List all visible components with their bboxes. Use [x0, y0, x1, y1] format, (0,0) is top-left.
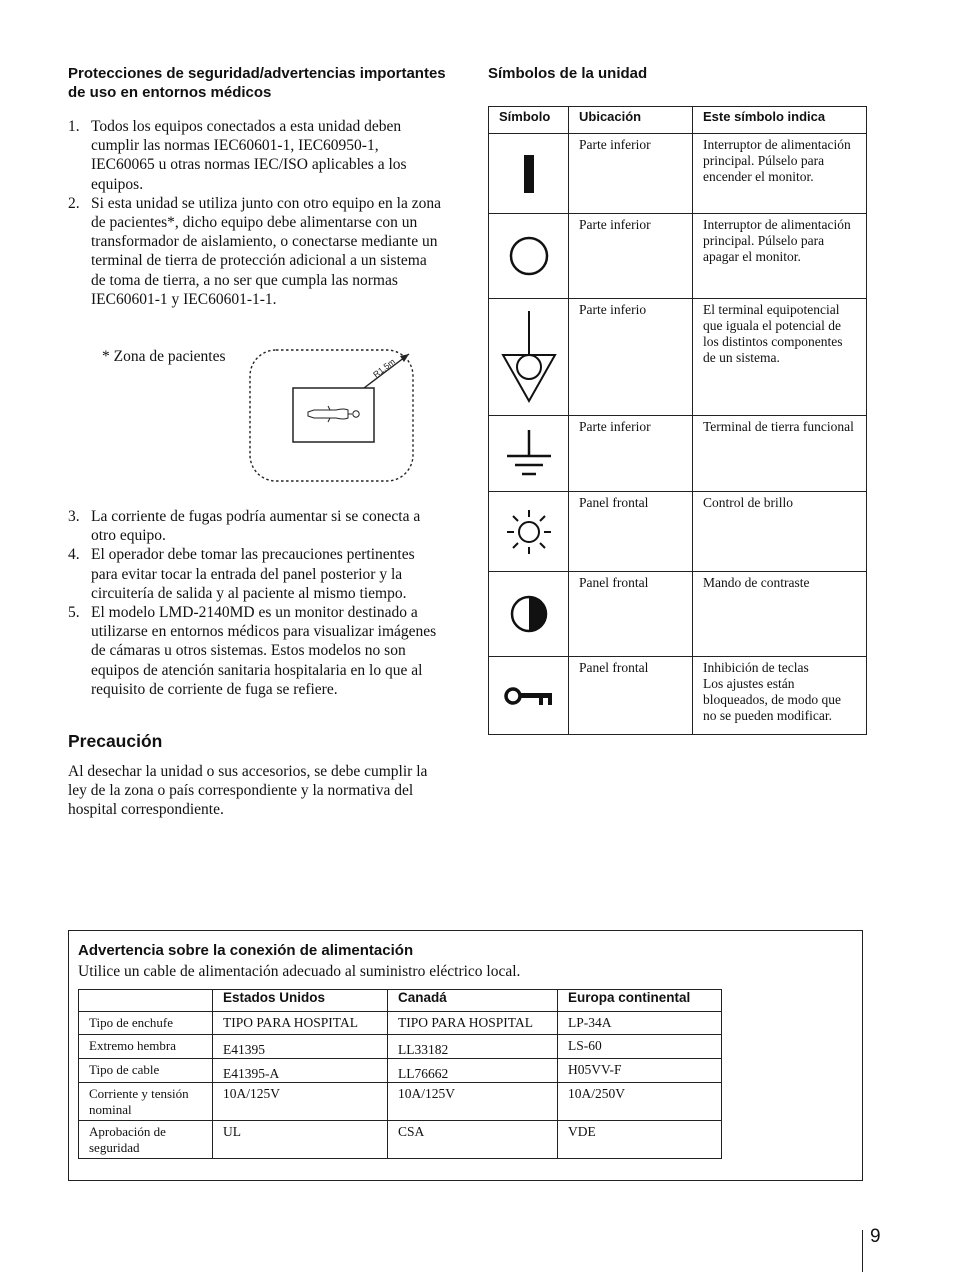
table-header-row — [489, 107, 867, 134]
safety-heading: Protecciones de seguridad/advertencias importantes de uso en entornos médicos — [68, 65, 446, 101]
table-row: Parte inferior Interruptor de alimentación principal. Púlselo para encender el monitor. — [489, 134, 867, 214]
page-number-rule — [862, 1230, 863, 1272]
key-icon — [502, 681, 556, 711]
table-row: Parte inferio El terminal equipotencial que iguala el potencial de los distintos componentes de un sistema. — [489, 299, 867, 416]
contrast-icon — [507, 592, 551, 636]
zone-radius-label: R1.5m — [371, 356, 397, 380]
power-text: Utilice un cable de alimentación adecuado al suministro eléctrico local. — [78, 963, 521, 980]
table-row: Aprobación de seguridad UL CSA VDE — [79, 1121, 722, 1159]
caution-heading: Precaución — [68, 731, 163, 751]
table-row: Parte inferior Terminal de tierra funcional — [489, 416, 867, 492]
table-row: Parte inferior Interruptor de alimentación principal. Púlselo para apagar el monitor. — [489, 214, 867, 299]
column-header — [79, 990, 213, 1012]
list-item: 4. El operador debe tomar las precauciones pertinentes para evitar tocar la entrada del panel posterior y la circuitería de salida y al paciente al mismo tiempo. — [68, 546, 415, 602]
table-row: Tipo de enchufe TIPO PARA HOSPITAL TIPO PARA HOSPITAL LP-34A — [79, 1012, 722, 1035]
table-row: Corriente y tensión nominal 10A/125V 10A/125V 10A/250V — [79, 1083, 722, 1121]
list-item: 3. La corriente de fugas podría aumentar si se conecta a otro equipo. — [68, 508, 421, 545]
patient-zone-label: * Zona de pacientes — [102, 348, 226, 365]
symbols-table — [488, 106, 867, 735]
table-row: Panel frontal Mando de contraste — [489, 572, 867, 657]
page-number: 9 — [870, 1226, 881, 1247]
equipotential-icon — [499, 309, 559, 405]
brightness-icon — [504, 507, 554, 557]
power-warning-box — [68, 930, 863, 1181]
column-header: Símbolo — [489, 107, 569, 134]
table-row: Extremo hembra E41395 LL33182 LS-60 — [79, 1035, 722, 1059]
column-header: Este símbolo indica — [693, 107, 867, 134]
power-off-icon — [507, 234, 551, 278]
column-header: Ubicación — [569, 107, 693, 134]
table-row: Tipo de cable E41395-A LL76662 H05VV-F — [79, 1059, 722, 1083]
patient-zone-diagram — [244, 344, 420, 486]
table-row: Panel frontal Inhibición de teclas Los ajustes están bloqueados, de modo que no se pueden modificar. — [489, 657, 867, 735]
list-item: 5. El modelo LMD-2140MD es un monitor destinado a utilizarse en entornos médicos para visualizar imágenes de cámaras u otros sistemas. Estos modelos no son equipos de atención sanitaria hospitalaria en lo que al requisito de corriente de fuga se refiere. — [68, 604, 437, 698]
power-heading: Advertencia sobre la conexión de alimentación — [78, 942, 414, 959]
safety-list — [68, 117, 444, 309]
table-row: Panel frontal Control de brillo — [489, 492, 867, 572]
list-item: 2. Si esta unidad se utiliza junto con otro equipo en la zona de pacientes*, dicho equipo debe alimentarse con un transformador de aislamiento, o conectarse mediante un terminal de tierra de protección adicional a un sistema de toma de tierra, a no ser que cumpla las normas IEC60601-1 y IEC60601-1-1. — [68, 194, 441, 308]
column-header: Europa continental — [558, 990, 722, 1012]
power-cord-table — [78, 989, 722, 1159]
power-on-icon — [519, 152, 539, 196]
column-header: Estados Unidos — [213, 990, 388, 1012]
table-header-row — [79, 990, 722, 1012]
ground-icon — [504, 426, 554, 482]
caution-text: Al desechar la unidad o sus accesorios, se debe cumplir la ley de la zona o país correspondiente y la normativa del hospital correspondiente. — [68, 763, 428, 819]
symbols-heading: Símbolos de la unidad — [488, 65, 648, 82]
column-header: Canadá — [388, 990, 558, 1012]
safety-list-2 — [68, 507, 444, 699]
list-item: 1. Todos los equipos conectados a esta unidad deben cumplir las normas IEC60601-1, IEC60950-1, IEC60065 u otras normas IEC/ISO aplicables a los equipos. — [68, 118, 407, 193]
